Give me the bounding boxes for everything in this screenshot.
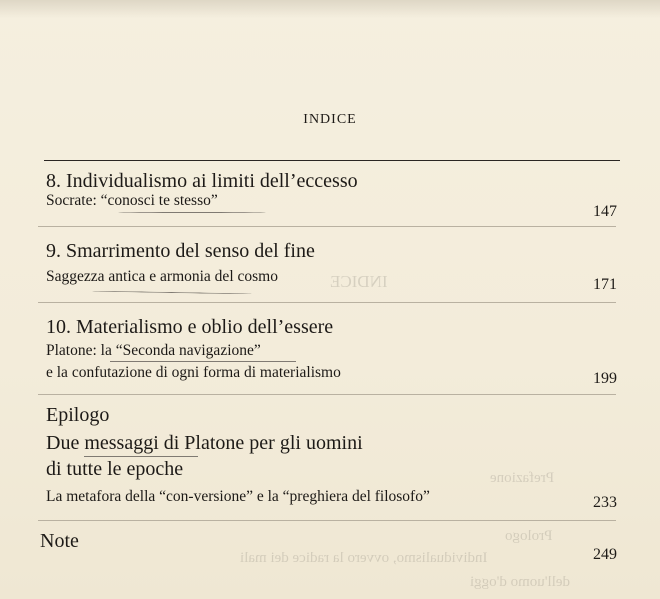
chapter-9-page: 171 [593, 276, 617, 293]
epilogue-title: Epilogo [46, 404, 110, 426]
bleed-through-text: Prologo [505, 528, 553, 544]
notes-title: Note [40, 530, 79, 552]
pencil-underline [92, 291, 252, 295]
epilogue-title-line3: di tutte le epoche [46, 458, 184, 480]
chapter-10-subtitle-line2: e la confutazione di ogni forma di materialismo [46, 364, 341, 381]
epilogue-title-line2: Due messaggi di Platone per gli uomini [46, 432, 363, 454]
chapter-8-title: 8. Individualismo ai limiti dell’eccesso [46, 170, 358, 192]
chapter-10-title: 10. Materialismo e oblio dell’essere [46, 316, 334, 338]
chapter-8-page: 147 [593, 203, 617, 220]
chapter-10-subtitle-line1: Platone: la “Seconda navigazione” [46, 342, 261, 359]
entry-separator [38, 394, 616, 395]
pencil-underline [110, 361, 296, 362]
bleed-through-text: dell'uomo d'oggi [470, 574, 570, 590]
bleed-through-text: Individualismo, ovvero la radice dei mali [240, 550, 488, 566]
header-rule [44, 160, 620, 161]
pencil-underline [118, 212, 266, 213]
bleed-through-text: INDICE [330, 272, 388, 291]
chapter-9-title: 9. Smarrimento del senso del fine [46, 240, 315, 262]
epilogue-page: 233 [593, 494, 617, 511]
epilogue-subtitle: La metafora della “con-versione” e la “preghiera del filosofo” [46, 488, 430, 505]
entry-separator [38, 520, 616, 521]
notes-page: 249 [593, 546, 617, 563]
index-header: INDICE [303, 112, 357, 127]
entry-separator [38, 302, 616, 303]
chapter-9-subtitle: Saggezza antica e armonia del cosmo [46, 268, 278, 285]
entry-separator [38, 226, 616, 227]
chapter-10-page: 199 [593, 370, 617, 387]
pencil-underline [84, 456, 198, 457]
page-top-shadow [0, 0, 660, 18]
chapter-8-subtitle: Socrate: “conosci te stesso” [46, 192, 218, 209]
bleed-through-text: Prefazione [490, 470, 555, 486]
